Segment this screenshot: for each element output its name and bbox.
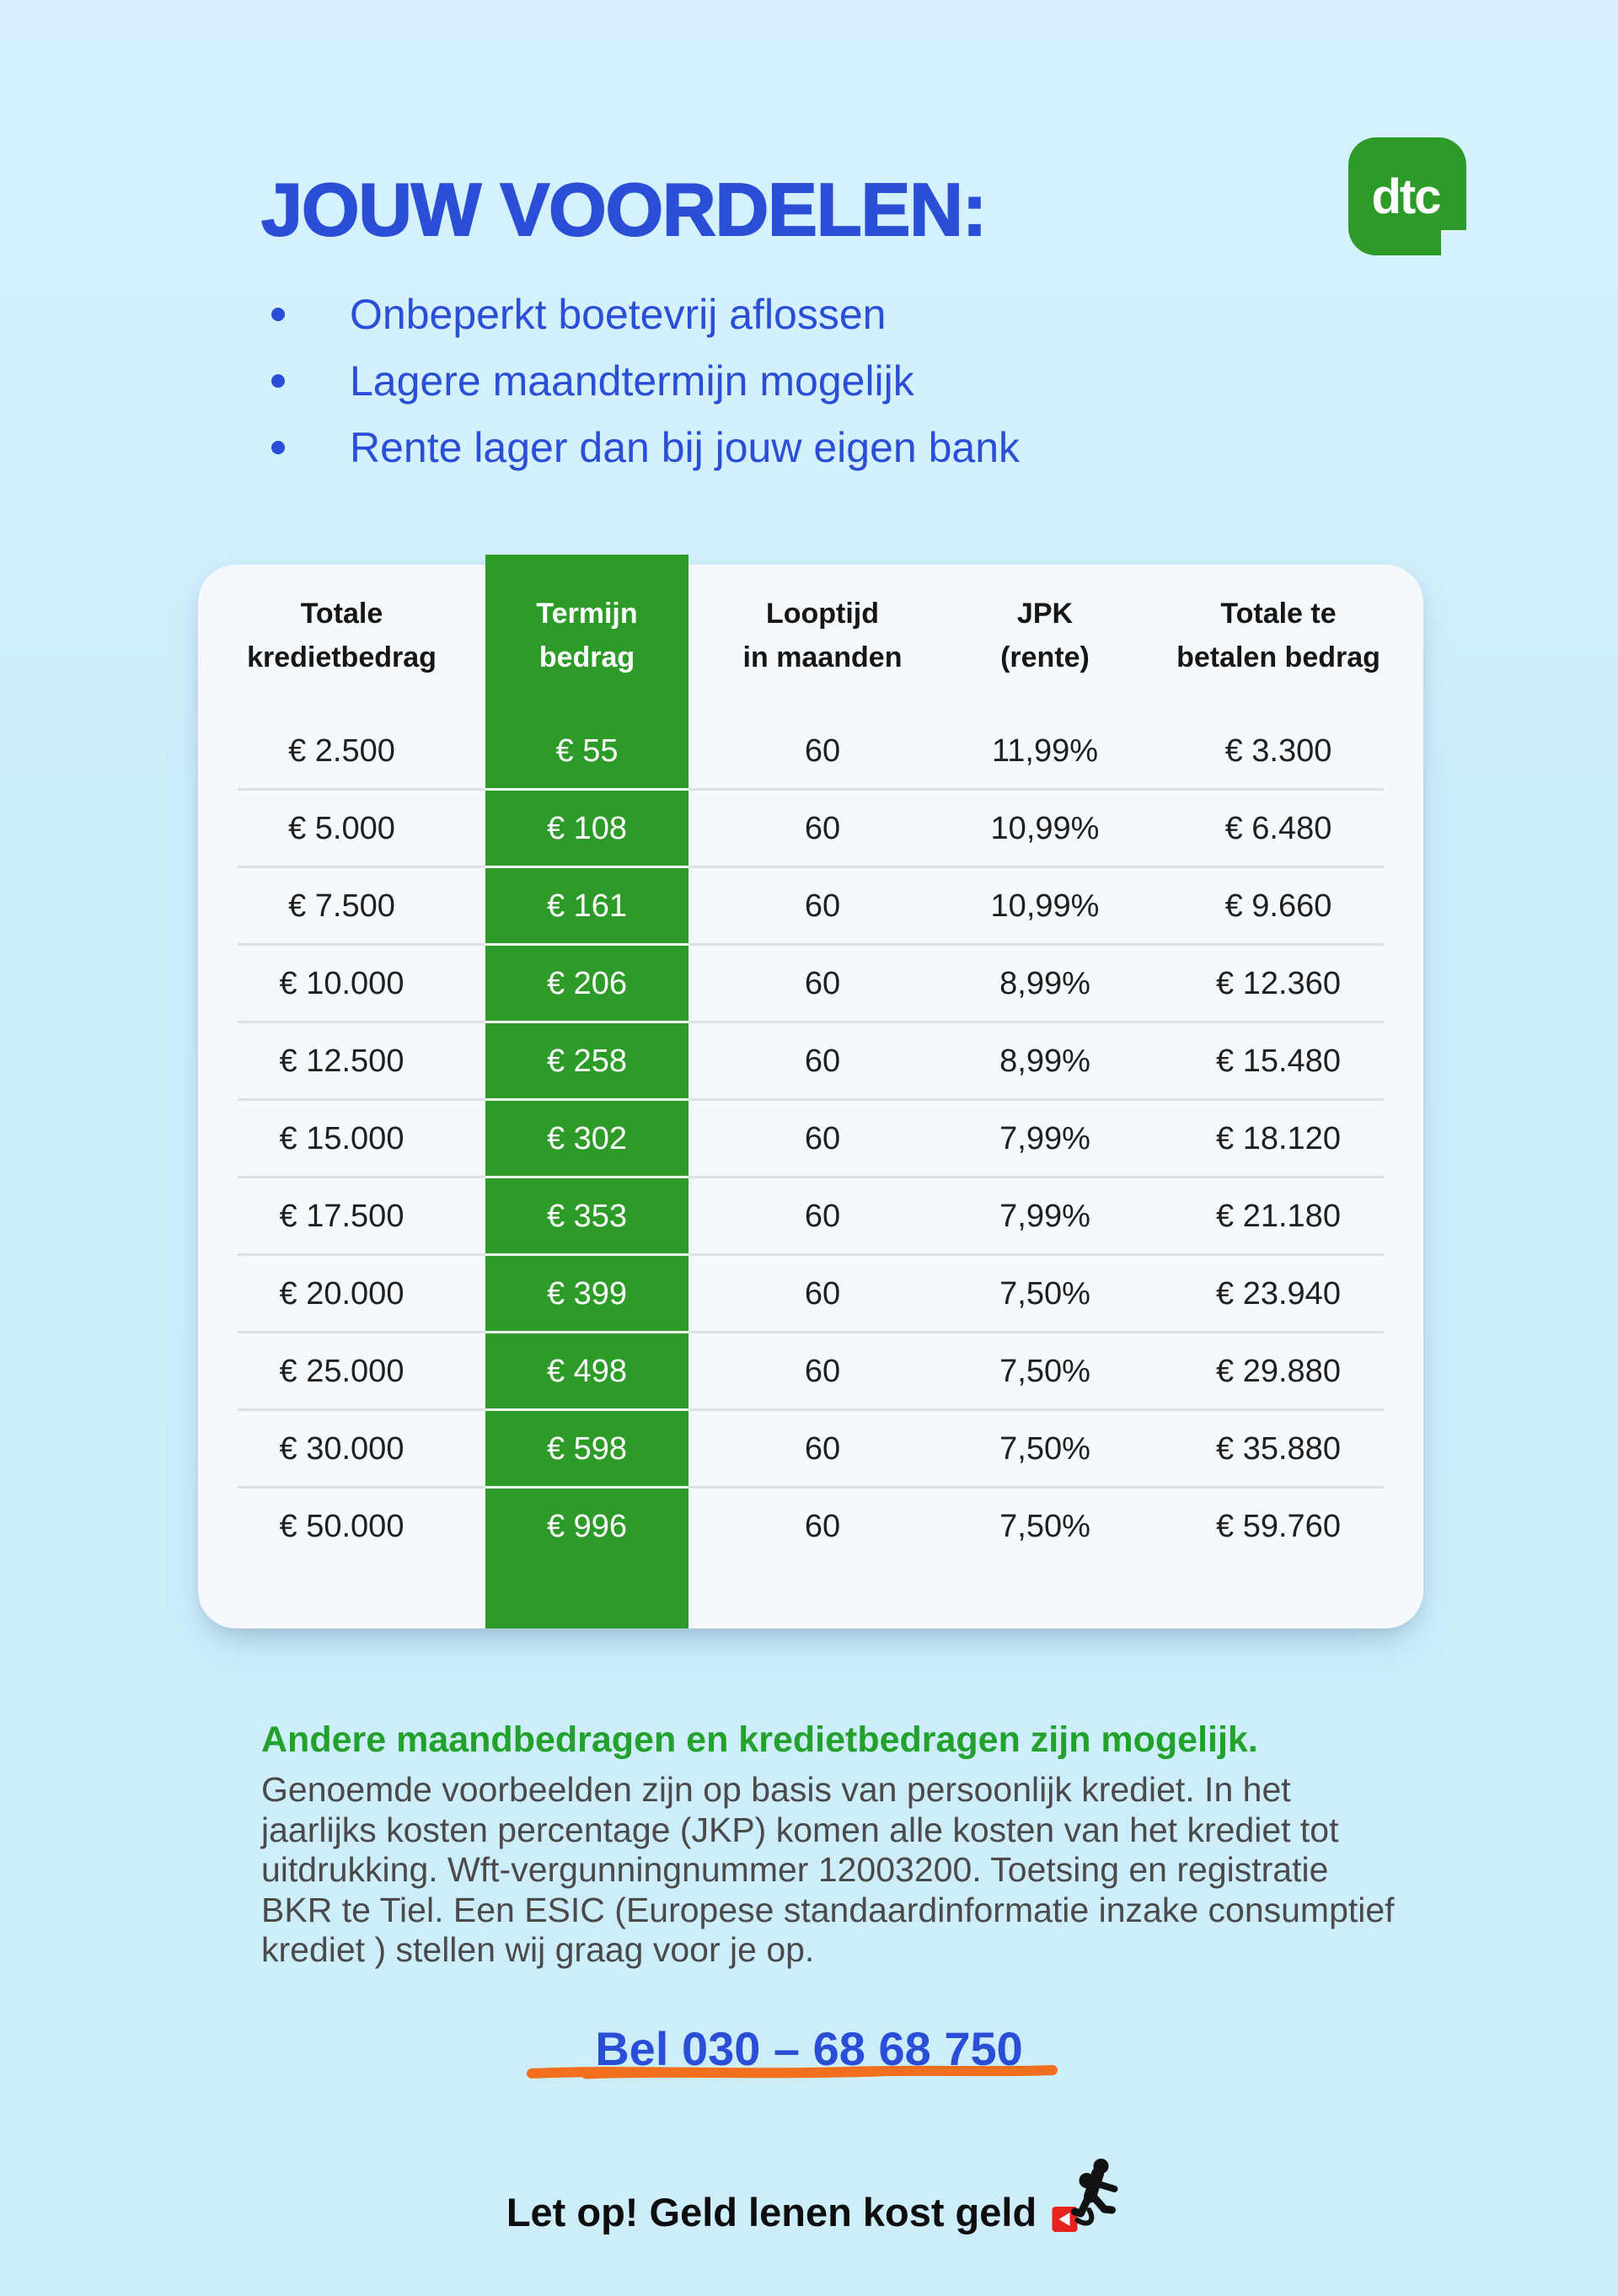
table-cell: € 10.000: [279, 965, 404, 1001]
table-cell: 60: [804, 1353, 841, 1389]
list-item: [271, 414, 1020, 480]
note-body: Genoemde voorbeelden zijn op basis van persoonlijk krediet. In het jaarlijks kosten percentage (JKP) komen alle kosten van het krediet tot uitdrukking. Wft-vergunningnummer 12003200. Toetsing en registratie BKR te Tiel. Een ESIC (Europese standaardinformatie inzake consumptief krediet ) stellen wij graag voor je op.: [261, 1770, 1395, 1969]
table-cell: 7,99%: [999, 1120, 1090, 1156]
credit-warning-text: Let op! Geld lenen kost geld: [506, 2189, 1037, 2234]
table-cell: 60: [804, 810, 841, 846]
table-cell: € 206: [546, 965, 628, 1001]
column-header: Looptijd in maanden: [742, 598, 903, 673]
note-highlight: Andere maandbedragen en kredietbedragen zijn mogelijk.: [261, 1719, 1258, 1760]
table-cell: € 161: [546, 888, 628, 924]
table-cell: 10,99%: [990, 810, 1100, 846]
dragging-weight-icon: [1048, 2158, 1128, 2242]
bullet-icon: [271, 374, 285, 388]
dtc-logo-text: dtc: [1371, 169, 1440, 224]
table-cell: € 12.500: [279, 1043, 404, 1079]
table-cell: € 302: [546, 1120, 628, 1156]
table-cell: 60: [804, 965, 841, 1001]
table-cell: 7,50%: [999, 1508, 1090, 1544]
table-cell: 60: [804, 1430, 841, 1467]
table-cell: 8,99%: [999, 965, 1090, 1001]
table-cell: 7,50%: [999, 1430, 1090, 1467]
table-cell: € 15.000: [279, 1120, 404, 1156]
phone-underline: [527, 2063, 1059, 2082]
table-cell: € 5.000: [288, 810, 395, 846]
column-header: Termijn bedrag: [536, 598, 638, 673]
table-cell: € 29.880: [1216, 1353, 1341, 1389]
table-cell: 11,99%: [991, 732, 1099, 769]
table-cell: € 12.360: [1216, 965, 1341, 1001]
dtc-logo: [1348, 137, 1466, 255]
phone-number: Bel 030 – 68 68 750: [595, 2022, 1023, 2075]
table-cell: 60: [804, 1043, 841, 1079]
table-cell: € 6.480: [1224, 810, 1332, 846]
table-cell: € 258: [546, 1043, 628, 1079]
table-cell: € 598: [546, 1430, 628, 1467]
table-cell: 8,99%: [999, 1043, 1090, 1079]
table-cell: € 17.500: [279, 1198, 404, 1234]
table-cell: € 498: [546, 1353, 628, 1389]
table-cell: 60: [804, 1275, 841, 1312]
table-cell: € 399: [546, 1275, 628, 1312]
table-cell: € 30.000: [279, 1430, 404, 1467]
table-cell: € 996: [546, 1508, 628, 1544]
column-header: JPK (rente): [1000, 598, 1090, 673]
benefit-label: Lagere maandtermijn mogelijk: [350, 357, 914, 405]
table-cell: € 108: [546, 810, 628, 846]
table-cell: 7,50%: [999, 1275, 1090, 1312]
benefits-list: [271, 281, 1020, 480]
table-cell: € 23.940: [1216, 1275, 1341, 1312]
table-cell: 60: [804, 732, 841, 769]
table-cell: 60: [804, 888, 841, 924]
table-cell: € 20.000: [279, 1275, 404, 1312]
credit-warning: [8, 2158, 1618, 2242]
page-title: JOUW VOORDELEN:: [261, 168, 987, 251]
bullet-icon: [271, 308, 285, 321]
table-cell: € 59.760: [1216, 1508, 1341, 1544]
table-cell: € 15.480: [1216, 1043, 1341, 1079]
table-cell: € 35.880: [1216, 1430, 1341, 1467]
table-cell: € 18.120: [1216, 1120, 1341, 1156]
column-header: Totale kredietbedrag: [247, 598, 437, 673]
table-cell: € 50.000: [279, 1508, 404, 1544]
table-cell: 7,50%: [999, 1353, 1090, 1389]
table-cell: € 3.300: [1224, 732, 1332, 769]
column-header: Totale te betalen bedrag: [1176, 598, 1380, 673]
table-cell: 60: [804, 1508, 841, 1544]
table-cell: 7,99%: [999, 1198, 1090, 1234]
table-cell: € 25.000: [279, 1353, 404, 1389]
table-cell: € 9.660: [1224, 888, 1332, 924]
table-cell: € 353: [546, 1198, 628, 1234]
table-cell: 60: [804, 1198, 841, 1234]
table-cell: € 55: [555, 732, 619, 769]
table-cell: € 7.500: [288, 888, 395, 924]
table-cell: 10,99%: [990, 888, 1100, 924]
list-item: [271, 281, 1020, 347]
benefit-label: Onbeperkt boetevrij aflossen: [350, 290, 887, 338]
table-cell: € 2.500: [288, 732, 395, 769]
benefit-label: Rente lager dan bij jouw eigen bank: [350, 423, 1020, 471]
table-cell: 60: [804, 1120, 841, 1156]
bullet-icon: [271, 441, 285, 454]
rate-table-grid: [198, 565, 1423, 1628]
list-item: [271, 347, 1020, 414]
table-cell: € 21.180: [1216, 1198, 1341, 1234]
